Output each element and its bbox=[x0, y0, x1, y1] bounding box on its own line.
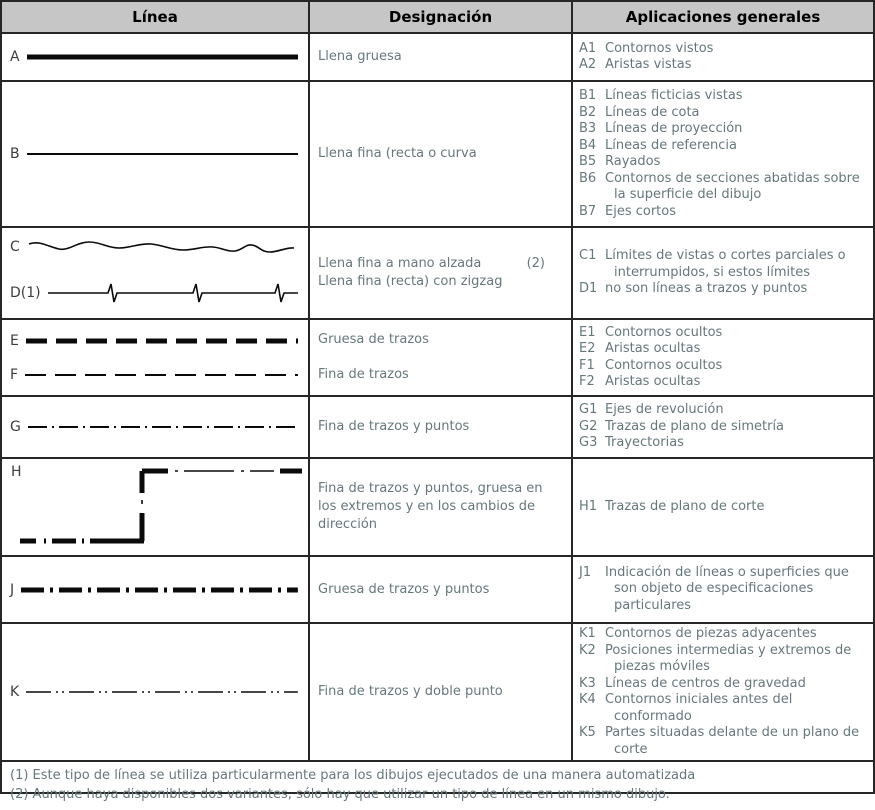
table-row bbox=[2, 228, 873, 320]
application-item bbox=[579, 41, 869, 58]
line-label-a: A bbox=[10, 49, 20, 65]
application-item bbox=[579, 341, 869, 358]
application-code: B5 bbox=[579, 154, 597, 169]
aplicaciones-cell-k bbox=[573, 624, 873, 760]
designacion-cell-a bbox=[310, 34, 573, 80]
thick-dash-dot-line-icon bbox=[21, 586, 298, 594]
table-row bbox=[2, 557, 873, 624]
application-text: Aristas vistas bbox=[605, 57, 692, 72]
application-item bbox=[579, 57, 869, 74]
line-label-d: D(1) bbox=[10, 285, 41, 301]
aplicaciones-cell-cd bbox=[573, 228, 873, 318]
designacion-cell-g bbox=[310, 397, 573, 457]
designacion-text: Fina de trazos bbox=[318, 367, 409, 382]
designacion-text: Llena gruesa bbox=[318, 49, 402, 64]
application-text: Contornos de piezas adyacentes bbox=[605, 626, 817, 641]
application-item bbox=[579, 643, 869, 676]
footnote-2: (2) Aunque haya disponibles dos variantes, sólo hay que utilizar un tipo de línea en un mismo dibujo. bbox=[10, 787, 670, 802]
application-code: B7 bbox=[579, 203, 597, 219]
line-sample-cell-cd bbox=[2, 228, 310, 318]
application-text: Posiciones intermedias y extremos de piezas móviles bbox=[605, 642, 852, 674]
application-item bbox=[579, 358, 869, 375]
application-code: J1 bbox=[579, 564, 592, 580]
dash-dot-thick-ends-line-icon bbox=[8, 463, 304, 551]
application-code: B6 bbox=[579, 170, 597, 186]
application-item bbox=[579, 121, 869, 138]
table-row bbox=[2, 397, 873, 459]
table-row bbox=[2, 82, 873, 228]
designacion-cell-k bbox=[310, 624, 573, 760]
designacion-line bbox=[318, 255, 561, 273]
application-item bbox=[579, 138, 869, 155]
header-linea: Línea bbox=[2, 2, 310, 32]
table-row bbox=[2, 320, 873, 397]
application-item bbox=[579, 204, 869, 221]
application-code: E1 bbox=[579, 324, 596, 340]
application-code: F2 bbox=[579, 374, 595, 389]
application-item bbox=[579, 154, 869, 171]
application-text: Líneas de cota bbox=[605, 104, 700, 120]
application-item bbox=[579, 565, 869, 615]
application-item bbox=[579, 374, 869, 391]
application-text: Límites de vistas o cortes parciales o interrumpidos, si estos límites bbox=[605, 248, 846, 280]
footnotes-row bbox=[2, 762, 873, 810]
application-code: B1 bbox=[579, 88, 597, 103]
footnote-ref: (2) bbox=[526, 256, 545, 271]
thick-solid-line-icon bbox=[27, 53, 298, 61]
application-item bbox=[579, 105, 869, 122]
thin-solid-line-icon bbox=[27, 151, 298, 157]
application-code: G2 bbox=[579, 418, 598, 434]
designacion-cell-j bbox=[310, 557, 573, 622]
application-item bbox=[579, 435, 869, 452]
application-text: Contornos de secciones abatidas sobre la superficie del dibujo bbox=[605, 170, 860, 202]
designacion-cell-b bbox=[310, 82, 573, 226]
application-item bbox=[579, 281, 869, 298]
application-code: G3 bbox=[579, 435, 598, 451]
header-aplicaciones: Aplicaciones generales bbox=[625, 8, 821, 26]
line-sample-cell-k bbox=[2, 624, 310, 760]
application-code: K3 bbox=[579, 675, 596, 691]
application-text: Líneas de proyección bbox=[605, 121, 743, 136]
application-item bbox=[579, 402, 869, 419]
application-text: Contornos iniciales antes del conformado bbox=[605, 692, 793, 724]
application-text: Contornos ocultos bbox=[605, 324, 723, 340]
line-label-h: H bbox=[11, 464, 22, 480]
application-text: Rayados bbox=[605, 154, 661, 169]
application-text: Líneas de referencia bbox=[605, 137, 737, 153]
application-text: Partes situadas delante de un plano de corte bbox=[605, 725, 860, 757]
application-item bbox=[579, 725, 869, 758]
designacion-text: Llena fina a mano alzada bbox=[318, 256, 482, 271]
zigzag-line-icon bbox=[48, 278, 298, 308]
application-text: Aristas ocultas bbox=[605, 374, 701, 389]
application-code: K2 bbox=[579, 642, 596, 658]
application-code: D1 bbox=[579, 281, 598, 297]
footnote-1: (1) Este tipo de línea se utiliza particularmente para los dibujos ejecutados de una manera automatizada bbox=[10, 768, 696, 783]
designacion-cell-cd bbox=[310, 228, 573, 318]
line-label-b: B bbox=[10, 146, 20, 162]
application-code: G1 bbox=[579, 402, 598, 418]
application-text: Ejes cortos bbox=[605, 203, 676, 219]
designacion-text: Fina de trazos y puntos, gruesa en los extremos y en los cambios de dirección bbox=[318, 481, 543, 532]
application-text: Contornos vistos bbox=[605, 40, 714, 56]
application-code: K1 bbox=[579, 626, 596, 641]
line-sample-cell-ef bbox=[2, 320, 310, 395]
thin-dash-dot-line-icon bbox=[28, 424, 298, 430]
aplicaciones-cell-b bbox=[573, 82, 873, 226]
application-text: Contornos ocultos bbox=[605, 357, 723, 373]
table-row bbox=[2, 459, 873, 557]
application-item bbox=[579, 676, 869, 693]
application-item bbox=[579, 248, 869, 281]
line-label-f: F bbox=[10, 366, 19, 383]
application-item bbox=[579, 626, 869, 643]
application-item bbox=[579, 325, 869, 342]
application-code: E2 bbox=[579, 341, 596, 356]
application-item bbox=[579, 88, 869, 105]
line-sample-cell-b bbox=[2, 82, 310, 226]
designacion-text: Fina de trazos y puntos bbox=[318, 419, 470, 434]
application-text: Líneas de centros de gravedad bbox=[605, 675, 806, 691]
aplicaciones-cell-ef bbox=[573, 320, 873, 395]
line-label-k: K bbox=[10, 684, 20, 700]
application-text: Ejes de revolución bbox=[605, 402, 724, 418]
table-header-row bbox=[2, 2, 873, 34]
application-code: K5 bbox=[579, 725, 596, 740]
table-row bbox=[2, 34, 873, 82]
thin-dashed-line-icon bbox=[25, 372, 298, 378]
application-code: H1 bbox=[579, 498, 598, 514]
application-text: Trazas de plano de corte bbox=[605, 498, 765, 514]
aplicaciones-cell-g bbox=[573, 397, 873, 457]
application-code: F1 bbox=[579, 357, 595, 373]
application-code: B4 bbox=[579, 137, 597, 153]
aplicaciones-cell-h bbox=[573, 459, 873, 555]
application-code: B3 bbox=[579, 121, 597, 136]
footnotes bbox=[2, 762, 873, 808]
application-code: A2 bbox=[579, 57, 597, 72]
application-item bbox=[579, 499, 869, 516]
application-item bbox=[579, 419, 869, 436]
freehand-line-icon bbox=[27, 234, 298, 260]
application-code: B2 bbox=[579, 104, 597, 120]
line-label-c: C bbox=[10, 239, 20, 255]
application-item bbox=[579, 171, 869, 204]
application-code: C1 bbox=[579, 248, 597, 264]
application-text: Trayectorias bbox=[605, 435, 684, 451]
line-sample-cell-a bbox=[2, 34, 310, 80]
aplicaciones-cell-a bbox=[573, 34, 873, 80]
line-label-j: J bbox=[10, 581, 15, 598]
application-text: Líneas ficticias vistas bbox=[605, 88, 743, 103]
application-text: Indicación de líneas o superficies que son objeto de especificaciones particulares bbox=[605, 564, 849, 613]
application-text: Trazas de plano de simetría bbox=[605, 418, 785, 434]
line-label-e: E bbox=[10, 332, 19, 349]
line-sample-cell-h bbox=[2, 459, 310, 555]
designacion-text: Gruesa de trazos y puntos bbox=[318, 581, 490, 597]
line-label-g: G bbox=[10, 419, 21, 435]
designacion-cell-h bbox=[310, 459, 573, 555]
application-code: K4 bbox=[579, 692, 596, 707]
aplicaciones-cell-j bbox=[573, 557, 873, 622]
application-item bbox=[579, 692, 869, 725]
thin-dash-dot-dot-line-icon bbox=[26, 689, 298, 695]
line-sample-cell-g bbox=[2, 397, 310, 457]
application-text: no son líneas a trazos y puntos bbox=[605, 281, 808, 297]
header-designacion: Designación bbox=[310, 2, 573, 32]
table-row bbox=[2, 624, 873, 762]
designacion-text: Llena fina (recta) con zigzag bbox=[318, 274, 503, 289]
designacion-text: Llena fina (recta o curva bbox=[318, 146, 477, 161]
designacion-text: Gruesa de trazos bbox=[318, 332, 429, 347]
designacion-text: Fina de trazos y doble punto bbox=[318, 684, 503, 699]
application-code: A1 bbox=[579, 40, 597, 56]
application-text: Aristas ocultas bbox=[605, 341, 701, 356]
thick-dashed-line-icon bbox=[26, 337, 298, 345]
designacion-cell-ef bbox=[310, 320, 573, 395]
line-sample-cell-j bbox=[2, 557, 310, 622]
